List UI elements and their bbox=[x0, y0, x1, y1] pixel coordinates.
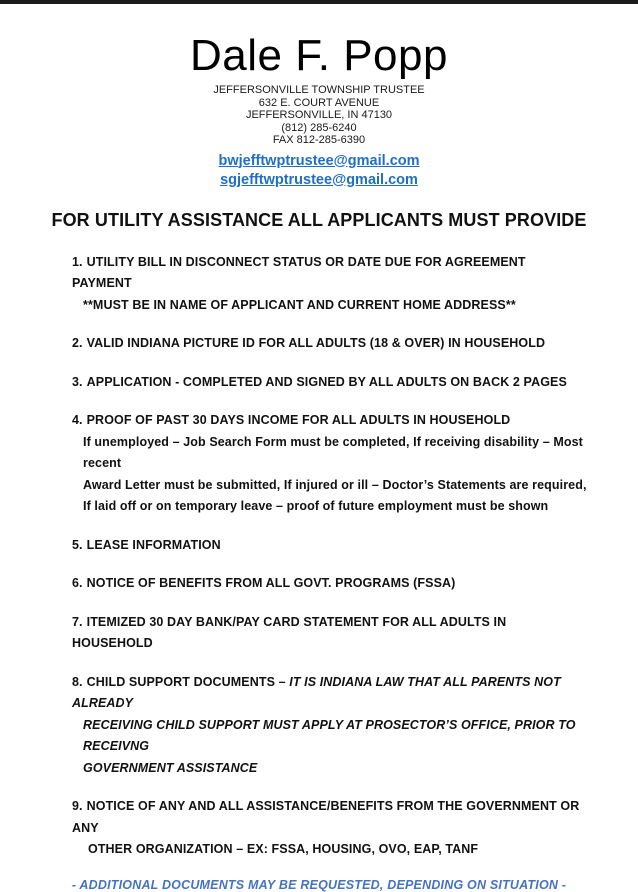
item-line: OTHER ORGANIZATION – EX: FSSA, HOUSING, OVO, EAP, TANF bbox=[88, 842, 479, 856]
item-text: CHILD SUPPORT DOCUMENTS – bbox=[86, 674, 290, 689]
item-text: ITEMIZED 30 DAY BANK/PAY CARD STATEMENT FOR ALL ADULTS IN HOUSEHOLD bbox=[72, 614, 507, 650]
item-line: RECEIVING CHILD SUPPORT MUST APPLY AT PROSECTOR’S OFFICE, PRIOR TO RECEIVNG bbox=[83, 717, 576, 753]
item-line bbox=[72, 252, 588, 295]
item-line bbox=[72, 372, 588, 394]
fax-number: FAX 812-285-6390 bbox=[272, 134, 366, 146]
item-line: If unemployed – Job Search Form must be completed, If receiving disability – Most recent bbox=[83, 434, 583, 470]
item-line: If laid off or on temporary leave – proof of future employment must be shown bbox=[83, 499, 549, 513]
requirement-item-8 bbox=[72, 672, 588, 780]
item-number: 1. bbox=[72, 254, 83, 269]
email-link-sg[interactable]: sgjefftwptrustee@gmail.com bbox=[220, 171, 418, 188]
item-line bbox=[72, 535, 588, 557]
requirement-item-1 bbox=[72, 252, 588, 317]
item-text: APPLICATION - COMPLETED AND SIGNED BY ALL ADULTS ON BACK 2 PAGES bbox=[86, 374, 567, 389]
address-block bbox=[0, 84, 638, 147]
item-line bbox=[72, 410, 588, 432]
item-line: **MUST BE IN NAME OF APPLICANT AND CURRENT HOME ADDRESS** bbox=[83, 297, 516, 312]
requirement-item-3 bbox=[72, 372, 588, 394]
item-line bbox=[72, 573, 588, 595]
item-number: 2. bbox=[72, 336, 83, 350]
requirement-item-9 bbox=[72, 796, 588, 861]
item-text: VALID INDIANA PICTURE ID FOR ALL ADULTS (18 & OVER) IN HOUSEHOLD bbox=[86, 336, 546, 350]
requirement-item-7 bbox=[72, 612, 588, 655]
requirement-item-5 bbox=[72, 535, 588, 557]
requirements-list bbox=[72, 252, 588, 861]
email-link-bw[interactable]: bwjefftwptrustee@gmail.com bbox=[218, 152, 420, 169]
requirement-item-6 bbox=[72, 573, 588, 595]
additional-documents-note: - ADDITIONAL DOCUMENTS MAY BE REQUESTED, DEPENDING ON SITUATION - bbox=[71, 877, 567, 892]
item-line: GOVERNMENT ASSISTANCE bbox=[83, 760, 258, 775]
item-number: 3. bbox=[72, 374, 83, 389]
item-line bbox=[72, 333, 588, 355]
requirement-item-2 bbox=[72, 333, 588, 355]
item-line bbox=[72, 612, 588, 655]
item-text: NOTICE OF ANY AND ALL ASSISTANCE/BENEFITS FROM THE GOVERNMENT OR ANY bbox=[72, 799, 580, 835]
email-block bbox=[0, 152, 638, 190]
item-line: Award Letter must be submitted, If injured or ill – Doctor’s Statements are required, bbox=[83, 477, 587, 492]
phone-number: (812) 285-6240 bbox=[281, 121, 357, 134]
item-text: LEASE INFORMATION bbox=[86, 537, 221, 552]
city-state-zip: JEFFERSONVILLE, IN 47130 bbox=[245, 109, 393, 121]
item-line bbox=[72, 672, 588, 715]
item-number: 7. bbox=[72, 614, 83, 629]
item-number: 4. bbox=[72, 413, 83, 427]
item-text: NOTICE OF BENEFITS FROM ALL GOVT. PROGRAMS (FSSA) bbox=[86, 576, 456, 590]
item-number: 8. bbox=[72, 674, 83, 689]
item-number: 5. bbox=[72, 537, 83, 552]
letterhead bbox=[0, 4, 638, 190]
street-address: 632 E. COURT AVENUE bbox=[258, 96, 380, 109]
requirement-item-4 bbox=[72, 410, 588, 518]
item-line bbox=[72, 796, 588, 839]
org-line: JEFFERSONVILLE TOWNSHIP TRUSTEE bbox=[213, 84, 425, 96]
item-text: PROOF OF PAST 30 DAYS INCOME FOR ALL ADULTS IN HOUSEHOLD bbox=[86, 413, 511, 427]
item-text: UTILITY BILL IN DISCONNECT STATUS OR DATE DUE FOR AGREEMENT PAYMENT bbox=[72, 254, 526, 290]
item-number: 6. bbox=[72, 576, 83, 590]
page-title: FOR UTILITY ASSISTANCE ALL APPLICANTS MUST PROVIDE bbox=[51, 209, 587, 230]
item-text-italic: IT IS INDIANA LAW THAT ALL PARENTS NOT ALREADY bbox=[72, 674, 561, 710]
item-number: 9. bbox=[72, 799, 83, 813]
trustee-name-title: Dale F. Popp bbox=[190, 31, 448, 80]
